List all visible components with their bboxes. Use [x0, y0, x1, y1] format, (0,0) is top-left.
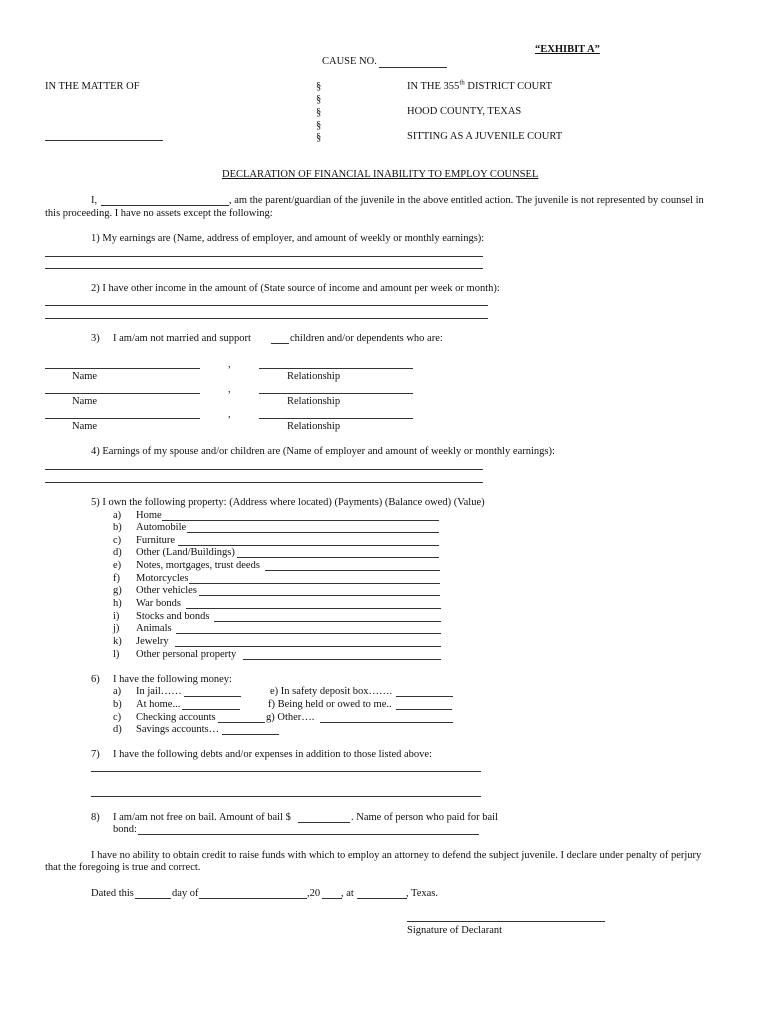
bond-label: bond:	[113, 824, 137, 835]
name-label: Name	[72, 371, 98, 382]
property-letter: i)	[113, 611, 120, 622]
answer-line[interactable]	[45, 256, 483, 257]
year-prefix-label: ,20	[307, 888, 321, 899]
property-war-bonds-label: War bonds	[136, 598, 181, 609]
property-letter: k)	[113, 636, 122, 647]
money-checking-line[interactable]	[218, 722, 265, 723]
money-jail-label: In jail……	[136, 686, 182, 697]
name-label: Name	[72, 421, 98, 432]
property-animals-line[interactable]	[176, 633, 441, 634]
question-2: 2) I have other income in the amount of (State source of income and amount per week or month):	[91, 283, 500, 294]
money-letter: d)	[113, 724, 122, 735]
dependent-relationship-line[interactable]	[259, 393, 413, 394]
answer-line[interactable]	[91, 796, 481, 797]
property-letter: g)	[113, 585, 122, 596]
relationship-label: Relationship	[287, 371, 341, 382]
property-furniture-label: Furniture	[136, 535, 176, 546]
question-8-num: 8)	[91, 812, 100, 823]
question-3-text-b: children and/or dependents who are:	[290, 333, 443, 344]
money-owed-line[interactable]	[396, 709, 452, 710]
texas-label: , Texas.	[406, 888, 439, 899]
property-jewelry-line[interactable]	[175, 646, 441, 647]
answer-line[interactable]	[45, 469, 483, 470]
answer-line[interactable]	[45, 482, 483, 483]
money-home-label: At home...	[136, 699, 181, 710]
day-of-label: day of	[172, 888, 199, 899]
property-jewelry-label: Jewelry	[136, 636, 169, 647]
question-1: 1) My earnings are (Name, address of employer, and amount of weekly or monthly earnings):	[91, 233, 485, 244]
money-letter: c)	[113, 712, 122, 723]
at-label: , at	[341, 888, 354, 899]
question-3-text-a: I am/am not married and support	[113, 333, 251, 344]
relationship-label: Relationship	[287, 396, 341, 407]
declarant-name-line[interactable]	[101, 205, 229, 206]
cause-no-line[interactable]	[379, 67, 447, 68]
property-stocks-line[interactable]	[214, 621, 441, 622]
intro-text: , am the parent/guardian of the juvenile in the above entitled action. The juvenile is not represented by counsel in	[229, 195, 704, 206]
section-mark: §	[316, 81, 322, 92]
question-6: I have the following money:	[113, 674, 232, 685]
property-letter: d)	[113, 547, 122, 558]
money-owed-label: f) Being held or owed to me..	[268, 699, 392, 710]
property-land-label: Other (Land/Buildings)	[136, 547, 235, 558]
dated-month-line[interactable]	[199, 898, 307, 899]
section-mark: §	[316, 94, 322, 105]
question-7-num: 7)	[91, 749, 100, 760]
juvenile-name-line[interactable]	[45, 140, 163, 141]
money-other-line[interactable]	[320, 722, 453, 723]
intro-text-2: this proceeding. I have no assets except the following:	[45, 208, 273, 219]
property-vehicles-label: Other vehicles	[136, 585, 197, 596]
question-8-text-b: . Name of person who paid for bail	[351, 812, 498, 823]
property-personal-line[interactable]	[243, 659, 441, 660]
property-personal-label: Other personal property	[136, 649, 237, 660]
comma: ,	[228, 384, 231, 395]
question-8-text-a: I am/am not free on bail. Amount of bail $	[113, 812, 291, 823]
property-animals-label: Animals	[136, 623, 172, 634]
money-deposit-box-label: e) In safety deposit box…….	[270, 686, 393, 697]
bail-amount-line[interactable]	[298, 822, 350, 823]
property-letter: e)	[113, 560, 122, 571]
dependent-name-line[interactable]	[45, 418, 200, 419]
answer-line[interactable]	[45, 305, 488, 306]
property-war-bonds-line[interactable]	[186, 608, 441, 609]
dependent-name-line[interactable]	[45, 368, 200, 369]
dated-year-line[interactable]	[322, 898, 342, 899]
cause-no-label: CAUSE NO.	[322, 56, 377, 67]
property-letter: a)	[113, 510, 122, 521]
answer-line[interactable]	[45, 318, 488, 319]
question-3-num: 3)	[91, 333, 100, 344]
section-mark: §	[316, 132, 322, 143]
property-automobile-line[interactable]	[187, 532, 439, 533]
dependent-relationship-line[interactable]	[259, 418, 413, 419]
property-notes-line[interactable]	[265, 570, 440, 571]
property-letter: h)	[113, 598, 122, 609]
property-stocks-label: Stocks and bonds	[136, 611, 210, 622]
money-other-label: g) Other….	[266, 712, 315, 723]
question-6-num: 6)	[91, 674, 100, 685]
dependent-relationship-line[interactable]	[259, 368, 413, 369]
dated-day-line[interactable]	[135, 898, 171, 899]
property-notes-label: Notes, mortgages, trust deeds	[136, 560, 260, 571]
question-4: 4) Earnings of my spouse and/or children are (Name of employer and amount of weekly or monthly earnings):	[91, 446, 555, 457]
perjury-statement: I have no ability to obtain credit to raise funds with which to employ an attorney to defend the subject juvenile. I declare under penalty of perjury	[91, 850, 702, 861]
money-jail-line[interactable]	[184, 696, 241, 697]
matter-of-label: IN THE MATTER OF	[45, 81, 140, 92]
dependent-name-line[interactable]	[45, 393, 200, 394]
signature-label: Signature of Declarant	[407, 925, 503, 936]
property-land-line[interactable]	[237, 557, 439, 558]
juvenile-court-label: SITTING AS A JUVENILE COURT	[407, 131, 563, 142]
county-label: HOOD COUNTY, TEXAS	[407, 106, 522, 117]
dependents-count-line[interactable]	[271, 343, 289, 344]
property-letter: f)	[113, 573, 120, 584]
property-letter: c)	[113, 535, 122, 546]
property-home-line[interactable]	[162, 520, 439, 521]
relationship-label: Relationship	[287, 421, 341, 432]
answer-line[interactable]	[45, 268, 483, 269]
bond-payer-line[interactable]	[138, 834, 479, 835]
dated-city-line[interactable]	[357, 898, 407, 899]
money-letter: a)	[113, 686, 122, 697]
answer-line[interactable]	[91, 771, 481, 772]
signature-line[interactable]	[407, 921, 605, 922]
money-home-line[interactable]	[182, 709, 240, 710]
property-furniture-line[interactable]	[178, 545, 439, 546]
money-savings-line[interactable]	[222, 734, 279, 735]
money-checking-label: Checking accounts	[136, 712, 216, 723]
property-letter: l)	[113, 649, 120, 660]
property-vehicles-line[interactable]	[199, 595, 440, 596]
dated-label: Dated this	[91, 888, 134, 899]
exhibit-label: “EXHIBIT A”	[535, 44, 600, 55]
property-letter: b)	[113, 522, 122, 533]
property-home-label: Home	[136, 510, 162, 521]
question-5: 5) I own the following property: (Address where located) (Payments) (Balance owed) (Value)	[91, 497, 485, 508]
money-letter: b)	[113, 699, 122, 710]
intro-i: I,	[91, 195, 98, 206]
section-mark: §	[316, 120, 322, 131]
property-motorcycles-label: Motorcycles	[136, 573, 189, 584]
court-label: IN THE 355th DISTRICT COURT	[407, 78, 553, 92]
page-title: DECLARATION OF FINANCIAL INABILITY TO EMPLOY COUNSEL	[222, 169, 539, 180]
property-motorcycles-line[interactable]	[189, 583, 440, 584]
money-savings-label: Savings accounts…	[136, 724, 220, 735]
property-letter: j)	[113, 623, 120, 634]
section-mark: §	[316, 107, 322, 118]
perjury-statement-2: that the foregoing is true and correct.	[45, 862, 201, 873]
comma: ,	[228, 409, 231, 420]
property-automobile-label: Automobile	[136, 522, 187, 533]
comma: ,	[228, 359, 231, 370]
name-label: Name	[72, 396, 98, 407]
money-deposit-box-line[interactable]	[396, 696, 453, 697]
question-7: I have the following debts and/or expenses in addition to those listed above:	[113, 749, 433, 760]
